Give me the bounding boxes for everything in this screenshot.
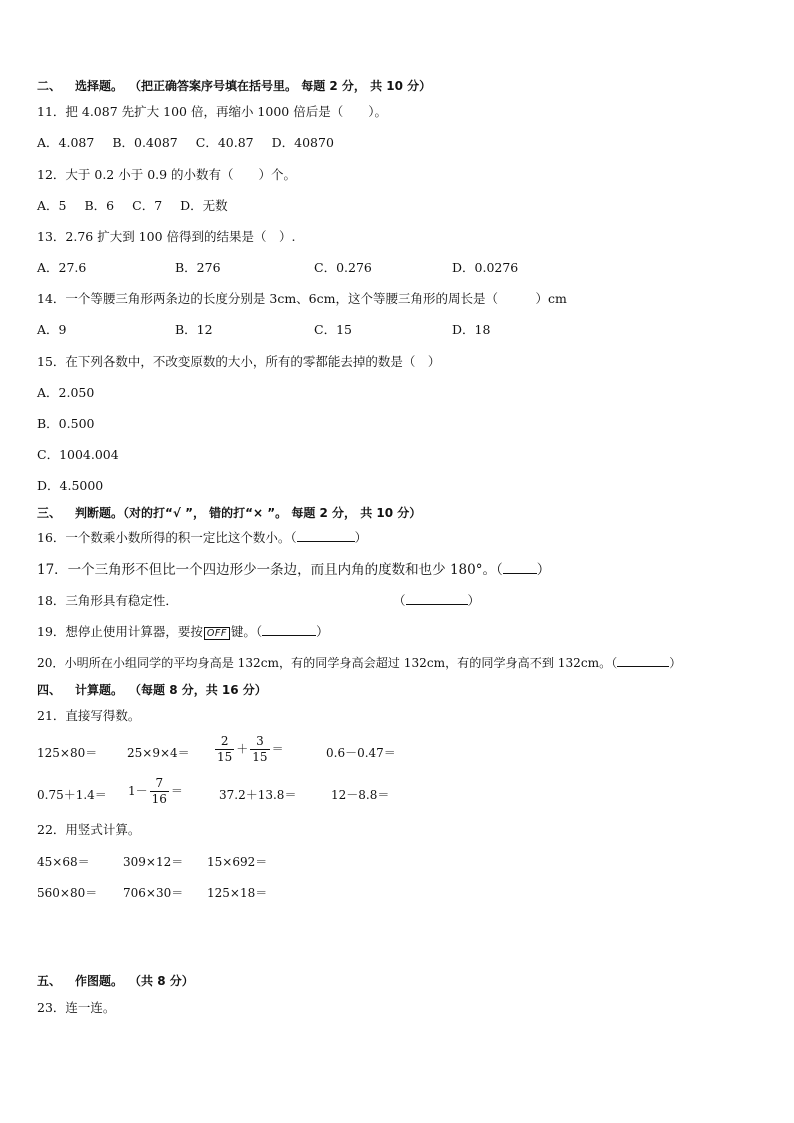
- question-17: [37, 562, 550, 578]
- question-14: 14．一个等腰三角形两条边的长度分别是 3cm、6cm，这个等腰三角形的周长是（ ）cm: [37, 291, 567, 306]
- option-c: C．7: [132, 198, 163, 213]
- calc-item: 560×80＝: [37, 886, 98, 900]
- option-d: D．40870: [271, 135, 334, 150]
- question-text: 19．想停止使用计算器，要按: [37, 624, 203, 639]
- option-c: C．15: [314, 322, 352, 337]
- option-d: D．0.0276: [452, 260, 519, 275]
- calc-item: 37.2＋13.8＝: [219, 788, 297, 802]
- calc-item: 125×18＝: [207, 886, 268, 900]
- option-a: A．27.6: [37, 260, 87, 275]
- fraction-difference: 1－ $\frac{7}{16}$ ＝: [128, 776, 183, 806]
- question-16: [37, 530, 367, 546]
- calc-item: 15×692＝: [207, 855, 268, 869]
- option-c: C．1004.004: [37, 447, 119, 462]
- section-number: 三、: [37, 506, 62, 520]
- section-3-heading: [37, 505, 421, 521]
- calc-item: 0.6－0.47＝: [326, 746, 396, 760]
- section-number: 二、: [37, 79, 62, 93]
- off-key-icon: OFF: [204, 627, 230, 640]
- section-number: 四、: [37, 683, 62, 697]
- question-text: 20．小明所在小组同学的平均身高是 132cm，有的同学身高会超过 132cm，有的同学身高不到 132cm。（: [37, 656, 618, 670]
- section-title: 作图题。: [75, 974, 124, 988]
- question-text: 键。（: [230, 624, 263, 639]
- question-11: 11．把 4.087 先扩大 100 倍，再缩小 1000 倍后是（ ）。: [37, 104, 387, 119]
- question-20: [37, 655, 681, 671]
- question-text: 17．一个三角形不但比一个四边形少一条边，而且内角的度数和也少 180°。（: [37, 562, 503, 578]
- section-4-heading: [37, 682, 267, 698]
- section-note: （每题 8 分，共 16 分）: [135, 683, 267, 697]
- close-paren: ）: [467, 593, 481, 608]
- option-b: B．276: [175, 260, 221, 275]
- answer-blank[interactable]: [503, 562, 537, 574]
- section-note: （把正确答案序号填在括号里。 每题 2 分， 共 10 分）: [135, 79, 432, 93]
- fraction: $\frac{2}{15}$: [217, 734, 233, 764]
- question-14-options: [37, 322, 490, 338]
- close-paren: ）: [669, 656, 682, 670]
- calc-item: 706×30＝: [123, 886, 184, 900]
- question-12: 12．大于 0.2 小于 0.9 的小数有（ ）个。: [37, 167, 297, 182]
- option-b: B．6: [84, 198, 115, 213]
- section-title: 判断题。: [75, 506, 124, 520]
- fraction: $\frac{7}{16}$: [151, 776, 167, 806]
- section-note: （共 8 分）: [135, 974, 194, 988]
- open-paren: （: [393, 593, 406, 608]
- question-19: [37, 624, 329, 640]
- question-13-options: [37, 260, 518, 276]
- option-b: B．0.4087: [112, 135, 178, 150]
- calc-item: 45×68＝: [37, 855, 90, 869]
- calc-item: 12－8.8＝: [331, 788, 390, 802]
- calc-item: 125×80＝: [37, 746, 98, 760]
- close-paren: ）: [536, 562, 551, 578]
- calc-item: 25×9×4＝: [127, 746, 190, 760]
- close-paren: ）: [354, 530, 368, 545]
- answer-blank[interactable]: [617, 655, 669, 667]
- section-title: 计算题。: [75, 683, 124, 697]
- calc-item: 0.75＋1.4＝: [37, 788, 107, 802]
- section-2-heading: [37, 78, 431, 94]
- option-d: D．无数: [180, 198, 228, 213]
- option-d: D．18: [452, 322, 491, 337]
- section-5-heading: [37, 973, 194, 989]
- option-a: A．5: [37, 198, 67, 213]
- section-number: 五、: [37, 974, 62, 988]
- option-c: C．40.87: [195, 135, 254, 150]
- option-a: A．9: [37, 322, 67, 337]
- question-15: 15．在下列各数中，不改变原数的大小，所有的零都能去掉的数是（ ）: [37, 354, 441, 369]
- question-21: 21．直接写得数。: [37, 708, 141, 723]
- option-c: C．0.276: [314, 260, 372, 275]
- calc-item: 309×12＝: [123, 855, 184, 869]
- option-a: A．2.050: [37, 385, 95, 400]
- section-note: （对的打“√ ”， 错的打“× ”。 每题 2 分， 共 10 分）: [123, 506, 422, 520]
- section-title: 选择题。: [75, 79, 124, 93]
- answer-blank[interactable]: [406, 593, 468, 605]
- option-b: B．12: [175, 322, 213, 337]
- close-paren: ）: [316, 624, 329, 639]
- option-b: B．0.500: [37, 416, 95, 431]
- answer-blank[interactable]: [297, 530, 355, 542]
- question-22: 22．用竖式计算。: [37, 822, 141, 837]
- question-text: 16．一个数乘小数所得的积一定比这个数小。（: [37, 530, 297, 545]
- question-23: 23．连一连。: [37, 1000, 116, 1015]
- answer-blank[interactable]: [262, 624, 316, 636]
- question-13: 13．2.76 扩大到 100 倍得到的结果是（ ）.: [37, 229, 296, 244]
- option-a: A．4.087: [37, 135, 95, 150]
- question-11-options: [37, 135, 352, 151]
- question-18: 18．三角形具有稳定性．: [37, 593, 178, 608]
- fraction-sum: $\frac{2}{15}$ ＋ $\frac{3}{15}$ ＝: [217, 734, 284, 764]
- question-18-answer: [393, 593, 480, 609]
- option-d: D．4.5000: [37, 478, 104, 493]
- fraction: $\frac{3}{15}$: [252, 734, 268, 764]
- question-12-options: [37, 198, 246, 214]
